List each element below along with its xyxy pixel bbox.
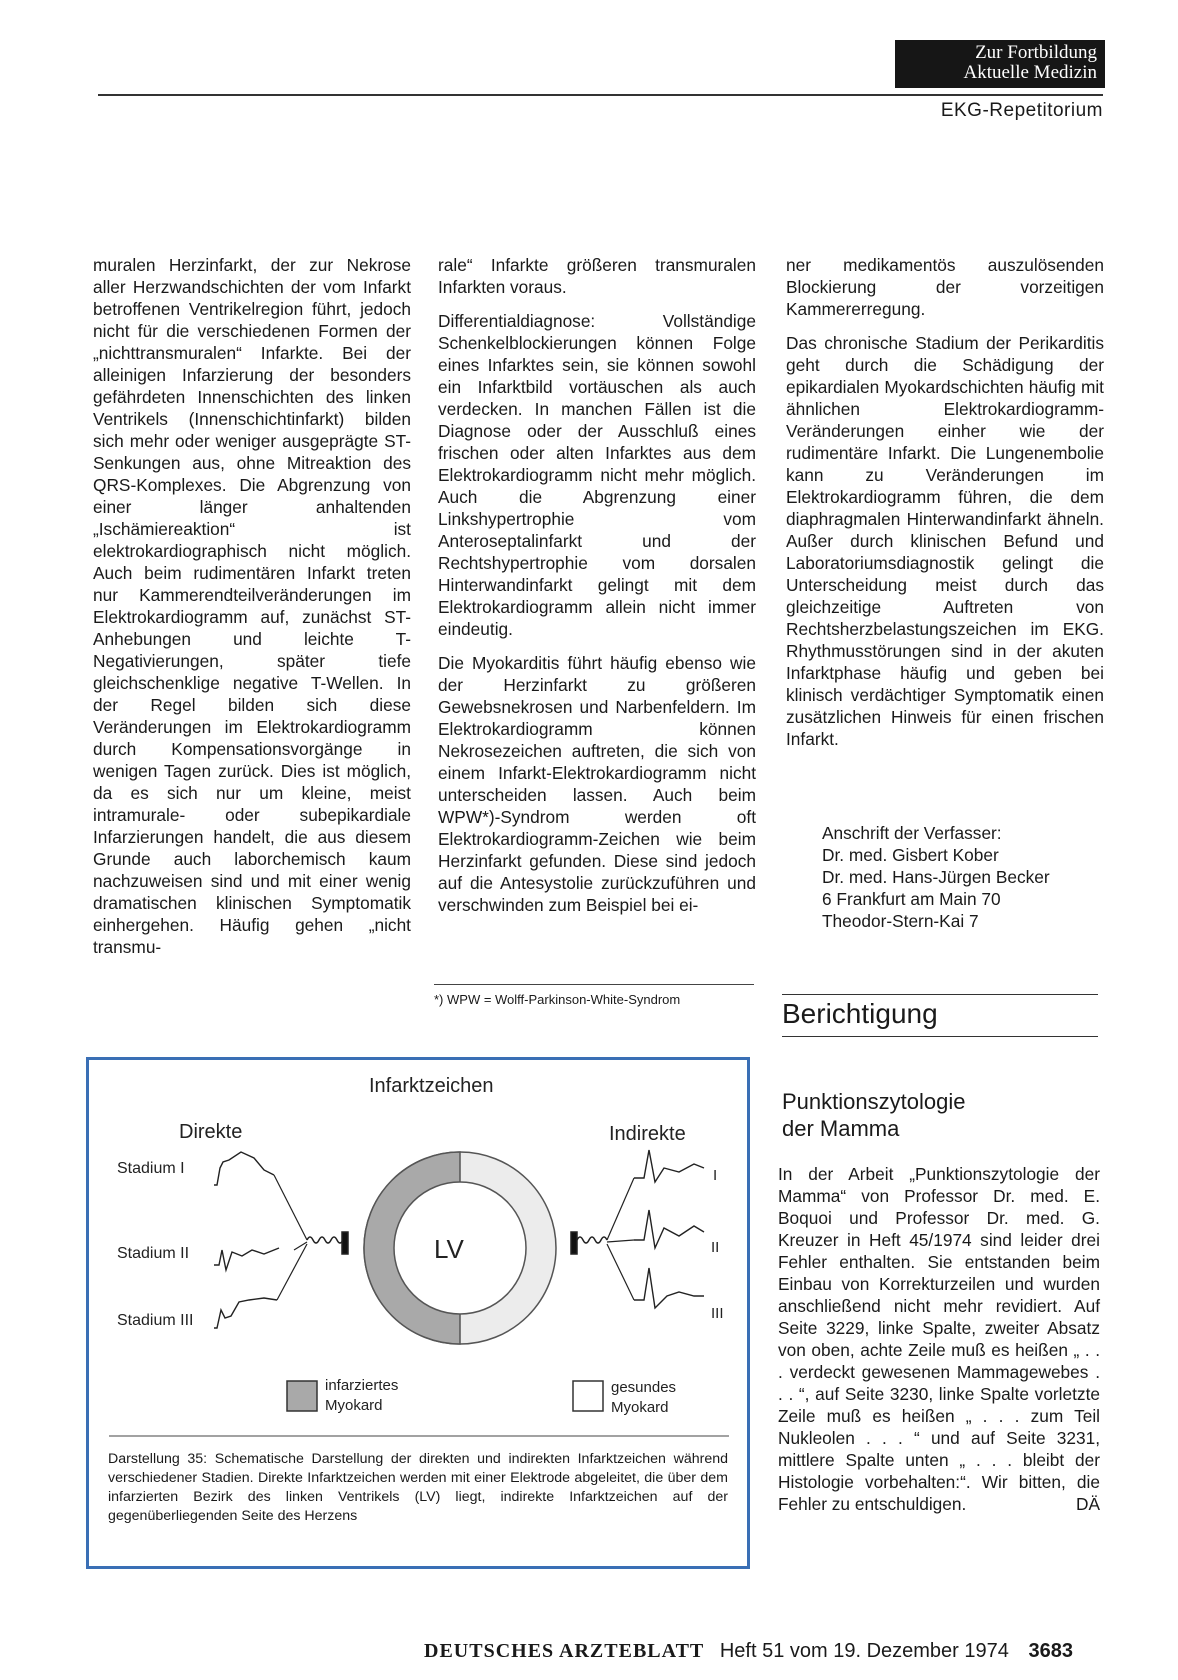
header-rule xyxy=(98,94,1103,96)
tag-line-2: Aktuelle Medizin xyxy=(963,62,1097,83)
address-line: Anschrift der Verfasser: xyxy=(822,823,1002,843)
section-title: EKG-Repetitorium xyxy=(940,100,1103,121)
indirect-stage-2-label: II xyxy=(711,1239,720,1256)
page-number: 3683 xyxy=(1028,1640,1073,1662)
indirect-stage-1-label: I xyxy=(713,1167,718,1184)
stage-2-label: Stadium II xyxy=(117,1245,190,1262)
author-address xyxy=(822,822,1112,932)
indirect-ecg-traces xyxy=(634,1150,704,1308)
left-electrode xyxy=(307,1232,348,1254)
legend-infarcted-label-2: Myokard xyxy=(325,1397,383,1414)
issue-info: Heft 51 vom 19. Dezember 1974 xyxy=(719,1640,1009,1662)
stage-3-label: Stadium III xyxy=(117,1312,194,1329)
address-line: Theodor-Stern-Kai 7 xyxy=(822,911,979,931)
figure-title: Infarktzeichen xyxy=(369,1075,494,1097)
ventricle-ring xyxy=(364,1152,556,1344)
berichtigung-rule-bottom xyxy=(782,1036,1098,1037)
col2-paragraph-3: Die Myokarditis führt häufig ebenso wie der Herzinfarkt zu größeren Gewebsnekrosen und Narbenfeldern. Im Elektrokardiogramm können Nekrosezeichen auftreten, die sich von einem Infarkt-Elektrokardiogramm nicht unterscheiden lassen. Auch beim WPW*)-Syndrom werden oft Elektrokardiogramm-Zeichen wie beim Herzinfarkt gefunden. Diese sind jedoch auf die Antesystolie zurückzuführen und verschwinden zum Beispiel bei ei- xyxy=(438,653,756,915)
legend-infarcted-label-1: infarziertes xyxy=(325,1377,399,1394)
address-line: 6 Frankfurt am Main 70 xyxy=(822,889,1001,909)
berichtigung-rule-top xyxy=(782,994,1098,995)
figure-caption: Darstellung 35: Schematische Darstellung der direkten und indirekten Infarktzeichen während verschiedener Stadien. Direkte Infarktzeichen werden mit einer Elektrode abgeleitet, die über dem infarzierten Bezirk des linken Ventrikels (LV) liegt, indirekte Infarktzeichen auf der gegenüberliegenden Seite des Herzens xyxy=(108,1451,728,1524)
footnote: *) WPW = Wolff-Parkinson-White-Syndrom xyxy=(434,992,681,1007)
section-tag xyxy=(895,40,1105,88)
col2-paragraph-1: rale“ Infarkte größeren transmuralen Infarkten voraus. xyxy=(438,255,756,297)
berichtigung-heading: Berichtigung xyxy=(782,998,938,1029)
tag-line-1: Zur Fortbildung xyxy=(975,42,1097,63)
stage-1-label: Stadium I xyxy=(117,1160,185,1177)
indirect-label: Indirekte xyxy=(609,1123,686,1145)
page-footer xyxy=(424,1640,1124,1663)
address-line: Dr. med. Gisbert Kober xyxy=(822,845,999,865)
right-electrode xyxy=(571,1232,607,1254)
correction-sign: DÄ xyxy=(1075,1494,1100,1514)
indirect-stage-3-label: III xyxy=(711,1305,724,1322)
correction-body xyxy=(778,1163,1100,1515)
direct-ecg-traces xyxy=(214,1152,279,1328)
journal-name: DEUTSCHES ARZTEBLATT xyxy=(424,1640,705,1662)
legend-infarcted-swatch xyxy=(287,1381,317,1411)
column-1 xyxy=(93,254,411,970)
address-line: Dr. med. Hans-Jürgen Becker xyxy=(822,867,1050,887)
column-2 xyxy=(438,254,756,928)
col1-paragraph-1: muralen Herzinfarkt, der zur Nekrose aller Herzwandschichten der vom Infarkt betroffenen Ventrikelregion führt, jedoch nicht für die verschiedenen Formen der „nichttransmuralen“ Infarkte. Bei der alleinigen Infarzierung der besonders gefährdeten Innenschichten des linken Ventrikels (Innenschichtinfarkt) bilden sich mehr oder weniger ausgeprägte ST-Senkungen aus, ohne Mitreaktion des QRS-Komplexes. Die Abgrenzung von einer länger anhaltenden „Ischämiereaktion“ ist elektrokardiographisch nicht möglich. Auch beim rudimentären Infarkt treten nur Kammerendteilveränderungen im Elektrokardiogramm auf, zunächst ST-Anhebungen und leichte T-Negativierungen, später tiefe gleichschenklige negative T-Wellen. In der Regel bilden sich diese Veränderungen im Elektrokardiogramm durch Kompensationsvorgänge in wenigen Tagen zurück. Dies ist möglich, da es sich nur um kleine, meist intramurale- oder subepikardiale Infarzierungen handelt, die aus diesem Grunde auch laborchemisch kaum nachzuweisen sind und mit einer wenig dramatischen klinischen Symptomatik einhergehen. Häufig gehen „nicht transmu- xyxy=(93,255,411,957)
footnote-rule xyxy=(434,984,754,985)
correction-title-line-1: Punktionszytologie xyxy=(782,1089,966,1114)
legend-healthy-label-1: gesundes xyxy=(611,1379,677,1396)
lv-label: LV xyxy=(434,1234,464,1264)
col2-paragraph-2: Differentialdiagnose: Vollständige Schenkelblockierungen können Folge eines Infarktes sein, sie können sowohl ein Infarktbild vortäuschen als auch verdecken. In manchen Fällen ist die Diagnose oder der Ausschluß eines frischen oder alten Infarktes aus dem Elektrokardiogramm nicht mehr möglich. Auch die Abgrenzung einer Linkshypertrophie vom Anteroseptalinfarkt und der Rechtshypertrophie vom dorsalen Hinterwandinfarkt gelingt mit dem Elektrokardiogramm allein nicht immer eindeutig. xyxy=(438,311,756,639)
legend-healthy-swatch xyxy=(573,1381,603,1411)
direct-label: Direkte xyxy=(179,1121,243,1143)
col3-paragraph-2: Das chronische Stadium der Perikarditis geht durch die Schädigung der epikardialen Myokardschichten häufig mit ähnlichen Elektrokardiogramm-Veränderungen einher wie der rudimentäre Infarkt. Die Lungenembolie kann zu Veränderungen im Elektrokardiogramm führen, die dem diaphragmalen Hinterwandinfarkt ähneln. Außer durch klinischen Befund und Laboratoriumsdiagnostik gelingt die Unterscheidung meist durch das gleichzeitige Auftreten von Rechtsherzbelastungszeichen im EKG. Rhythmusstörungen sind in der akuten Infarktphase häufig und geben bei klinisch verdächtiger Symptomatik einen zusätzlichen Hinweis für einen frischen Infarkt. xyxy=(786,333,1104,749)
col3-paragraph-1: ner medikamentös auszulösenden Blockierung der vorzeitigen Kammererregung. xyxy=(786,255,1104,319)
correction-text: In der Arbeit „Punktionszytologie der Mamma“ von Professor Dr. med. E. Boquoi und Professor Dr. med. G. Kreuzer in Heft 45/1974 sind leider drei Fehler enthalten. Sie entstanden beim Einbau von Korrekturzeilen und wurden anschließend nicht mehr revidiert. Auf Seite 3229, linke Spalte, zweiter Absatz von oben, achte Zeile muß es heißen „ . . . verdeckt gewesenen Mammagewebes . . . “, auf Seite 3230, linke Spalte vorletzte Zeile muß es heißen „ . . . zum Teil Nukleolen . . . “ und auf Seite 3231, mittlere Spalte unten „ . . . bleibt der Histologie vorbehalten:“. Wir bitten, die Fehler zu entschuldigen. xyxy=(778,1164,1100,1514)
correction-title xyxy=(782,1088,1102,1142)
correction-title-line-2: der Mamma xyxy=(782,1116,900,1141)
legend-healthy-label-2: Myokard xyxy=(611,1399,669,1416)
column-3 xyxy=(786,254,1104,762)
